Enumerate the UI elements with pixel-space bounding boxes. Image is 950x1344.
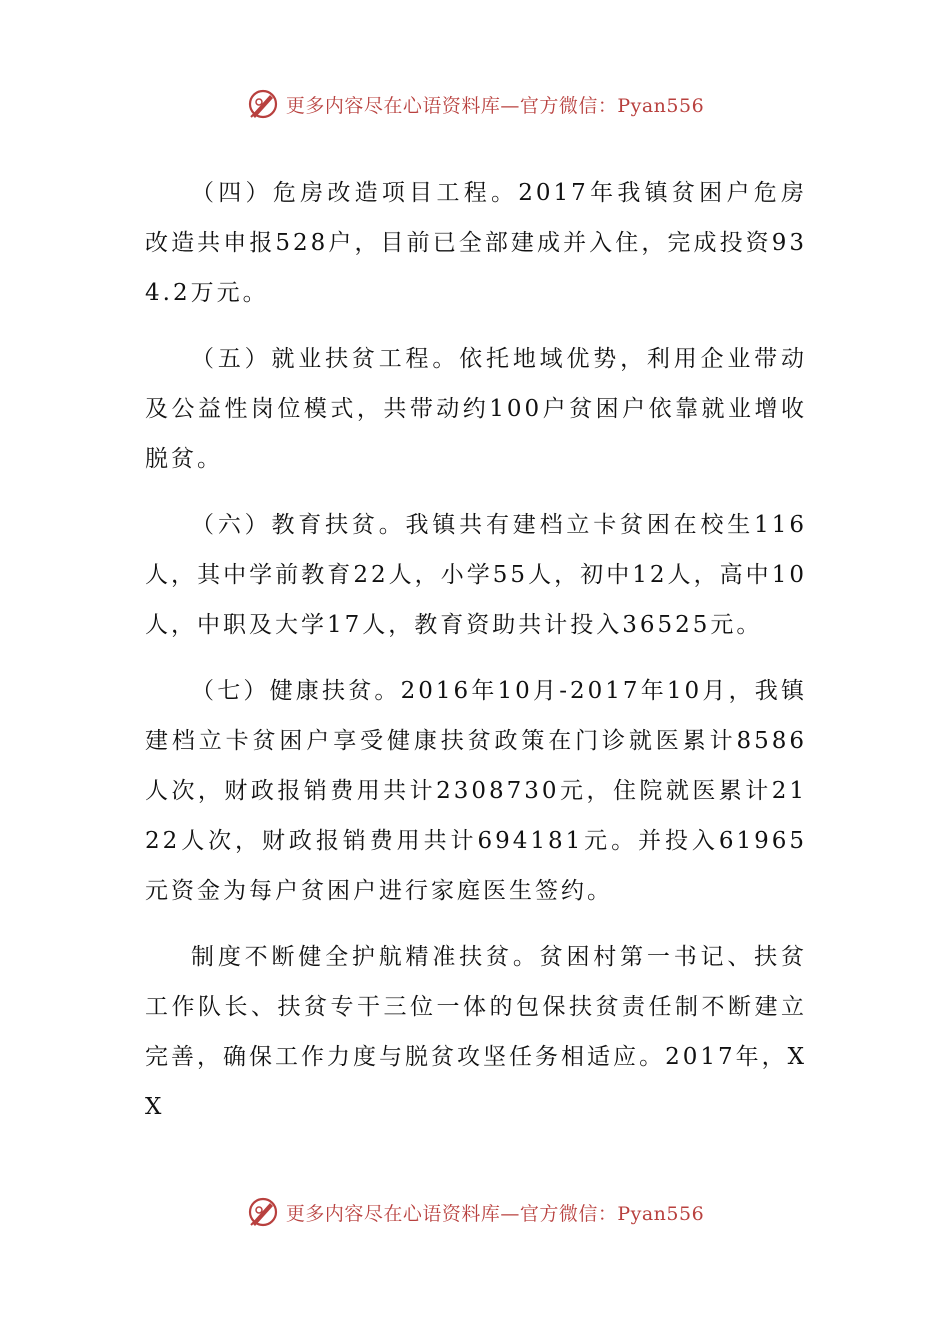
- paragraph-employment: （五）就业扶贫工程。依托地域优势，利用企业带动及公益性岗位模式，共带动约100户贫困户依靠就业增收脱贫。: [145, 346, 807, 472]
- page-header-banner: [0, 84, 950, 124]
- paragraph-health: （七）健康扶贫。2016年10月-2017年10月，我镇建档立卡贫困户享受健康扶贫政策在门诊就医累计8586人次，财政报销费用共计2308730元，住院就医累计2122人次，财政报销费用共计694181元。并投入61965元资金为每户贫困户进行家庭医生签约。: [145, 678, 807, 904]
- pen-circle-icon: [246, 1195, 280, 1229]
- paragraph-system: 制度不断健全护航精准扶贫。贫困村第一书记、扶贫工作队长、扶贫专干三位一体的包保扶贫责任制不断建立完善，确保工作力度与脱贫攻坚任务相适应。2017年，XX: [145, 944, 807, 1120]
- paragraph-education: （六）教育扶贫。我镇共有建档立卡贫困在校生116人，其中学前教育22人，小学55人，初中12人，高中10人，中职及大学17人，教育资助共计投入36525元。: [145, 512, 807, 638]
- footer-banner-text: 更多内容尽在心语资料库—官方微信：Pyan556: [285, 1202, 705, 1225]
- document-body: [145, 168, 807, 1148]
- page-footer-banner: [0, 1192, 950, 1232]
- paragraph-housing-renovation: （四）危房改造项目工程。2017年我镇贫困户危房改造共申报528户，目前已全部建成并入住，完成投资934.2万元。: [145, 180, 807, 306]
- pen-circle-icon: [246, 87, 280, 121]
- header-banner-text: 更多内容尽在心语资料库—官方微信：Pyan556: [285, 94, 705, 117]
